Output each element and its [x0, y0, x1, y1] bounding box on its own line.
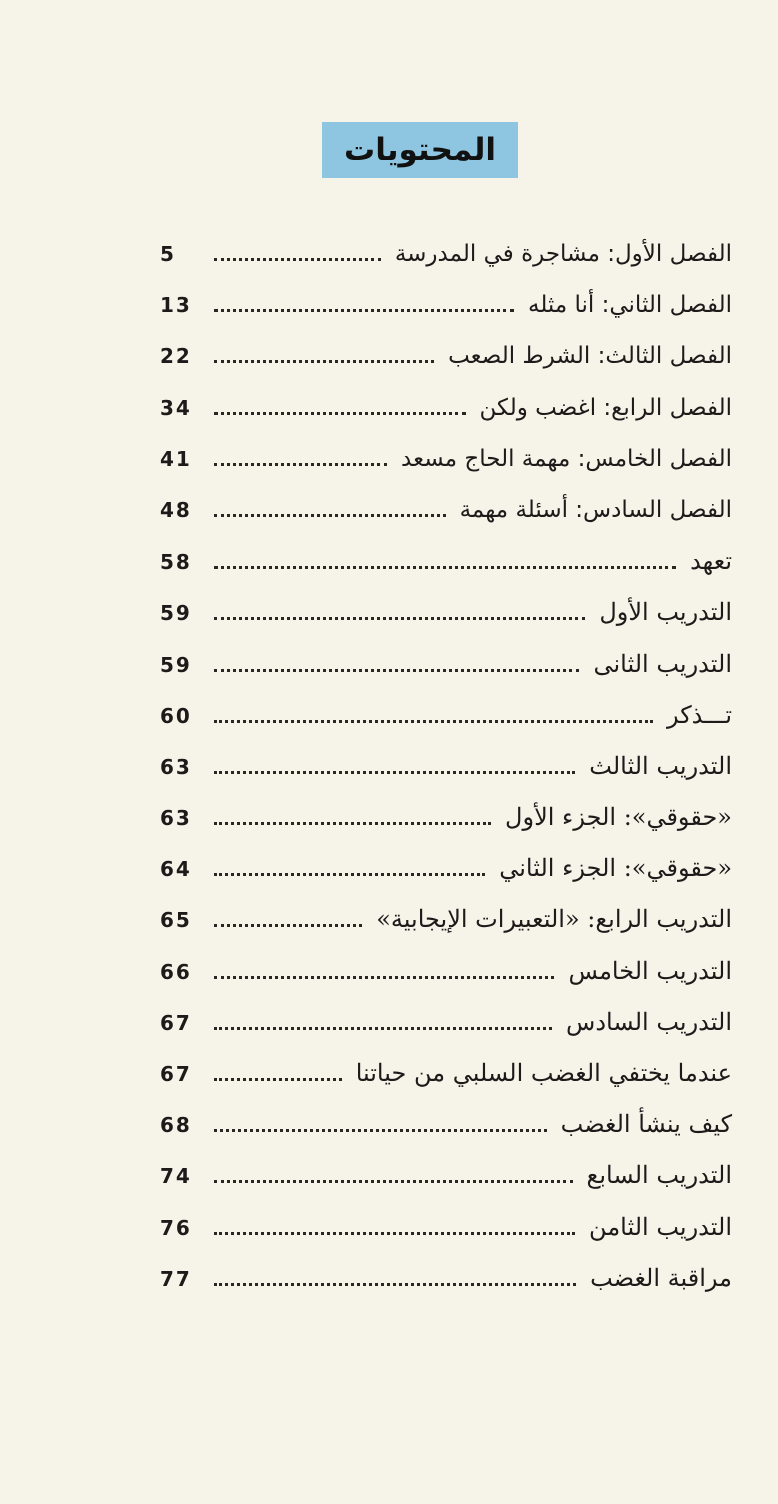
toc-entry: [160, 690, 732, 741]
dot-leader: [214, 873, 485, 876]
dot-leader: [214, 309, 514, 312]
toc-entry: [160, 383, 732, 434]
toc-entry-title: «حقوقي»: الجزء الثاني: [499, 854, 732, 883]
dot-leader: [214, 1129, 547, 1132]
toc-entry-page-number: 59: [160, 652, 192, 677]
dot-leader: [214, 566, 676, 569]
toc-entry-page-number: 41: [160, 446, 192, 471]
page-title: المحتويات: [322, 122, 518, 178]
dot-leader: [214, 924, 362, 927]
toc-entry: [160, 894, 732, 945]
dot-leader: [214, 976, 554, 979]
toc-entry: [160, 485, 732, 536]
toc-entry-title: كيف ينشأ الغضب: [560, 1110, 732, 1139]
toc-entry-page-number: 74: [160, 1164, 192, 1189]
toc-entry: [160, 946, 732, 997]
dot-leader: [214, 1232, 575, 1235]
dot-leader: [214, 720, 653, 723]
dot-leader: [214, 1078, 342, 1081]
dot-leader: [214, 1283, 576, 1286]
toc-entry: [160, 1099, 732, 1150]
toc-entry-title: التدريب السابع: [586, 1161, 732, 1190]
toc-entry-page-number: 48: [160, 497, 192, 522]
toc-entry-title: التدريب الثامن: [589, 1212, 732, 1241]
toc-entry-page-number: 34: [160, 395, 192, 420]
toc-entry-title: التدريب الثالث: [589, 751, 732, 780]
toc-entry-page-number: 65: [160, 908, 192, 933]
toc-entry-page-number: 67: [160, 1010, 192, 1035]
table-of-contents: [160, 229, 732, 1304]
toc-entry-title: التدريب الخامس: [568, 956, 732, 985]
toc-entry: [160, 1202, 732, 1253]
toc-entry-page-number: 77: [160, 1266, 192, 1291]
dot-leader: [214, 412, 466, 415]
dot-leader: [214, 617, 585, 620]
toc-entry-title: «حقوقي»: الجزء الأول: [505, 803, 732, 832]
toc-entry-title: الفصل الرابع: اغضب ولكن: [479, 394, 732, 421]
toc-entry-title: تعهد: [690, 547, 732, 576]
toc-entry-page-number: 58: [160, 550, 192, 575]
toc-entry-title: تـــذكر: [666, 700, 732, 729]
toc-entry-page-number: 64: [160, 857, 192, 882]
toc-entry-title: الفصل السادس: أسئلة مهمة: [459, 496, 732, 523]
dot-leader: [214, 514, 446, 517]
toc-entry: [160, 229, 732, 280]
toc-entry-title: الفصل الثاني: أنا مثله: [527, 292, 732, 319]
toc-entry-page-number: 60: [160, 703, 192, 728]
toc-entry: [160, 741, 732, 792]
dot-leader: [214, 258, 381, 261]
dot-leader: [214, 669, 579, 672]
toc-entry-page-number: 63: [160, 806, 192, 831]
toc-entry-page-number: 76: [160, 1215, 192, 1240]
toc-entry: [160, 280, 732, 331]
toc-entry-page-number: 63: [160, 754, 192, 779]
toc-entry-page-number: 59: [160, 601, 192, 626]
toc-entry: [160, 1048, 732, 1099]
dot-leader: [214, 771, 575, 774]
toc-entry-title: مراقبة الغضب: [590, 1263, 732, 1292]
toc-entry-title: التدريب الأول: [599, 598, 732, 627]
dot-leader: [214, 1027, 552, 1030]
toc-entry: [160, 331, 732, 382]
toc-entry-title: التدريب الرابع: «التعبيرات الإيجابية»: [376, 905, 732, 934]
toc-entry-page-number: 5: [160, 242, 176, 266]
toc-entry-title: التدريب السادس: [566, 1007, 732, 1036]
toc-entry: [160, 587, 732, 638]
toc-entry-title: الفصل الثالث: الشرط الصعب: [448, 343, 732, 370]
dot-leader: [214, 463, 387, 466]
dot-leader: [214, 1180, 573, 1183]
toc-entry: [160, 997, 732, 1048]
dot-leader: [214, 360, 434, 363]
toc-entry-title: الفصل الخامس: مهمة الحاج مسعد: [401, 445, 732, 472]
toc-entry: [160, 1150, 732, 1201]
toc-entry: [160, 792, 732, 843]
toc-entry-page-number: 67: [160, 1062, 192, 1086]
toc-entry: [160, 434, 732, 485]
toc-entry-title: الفصل الأول: مشاجرة في المدرسة: [394, 241, 732, 267]
toc-entry-title: التدريب الثانى: [593, 649, 732, 678]
toc-entry-page-number: 68: [160, 1113, 192, 1138]
toc-entry: [160, 639, 732, 690]
toc-entry: [160, 843, 732, 894]
toc-entry: [160, 536, 732, 587]
toc-entry-page-number: 22: [160, 344, 192, 369]
toc-entry: [160, 1253, 732, 1304]
toc-entry-page-number: 13: [160, 293, 192, 318]
toc-entry-title: عندما يختفي الغضب السلبي من حياتنا: [355, 1059, 732, 1087]
toc-entry-page-number: 66: [160, 959, 192, 984]
dot-leader: [214, 822, 491, 825]
